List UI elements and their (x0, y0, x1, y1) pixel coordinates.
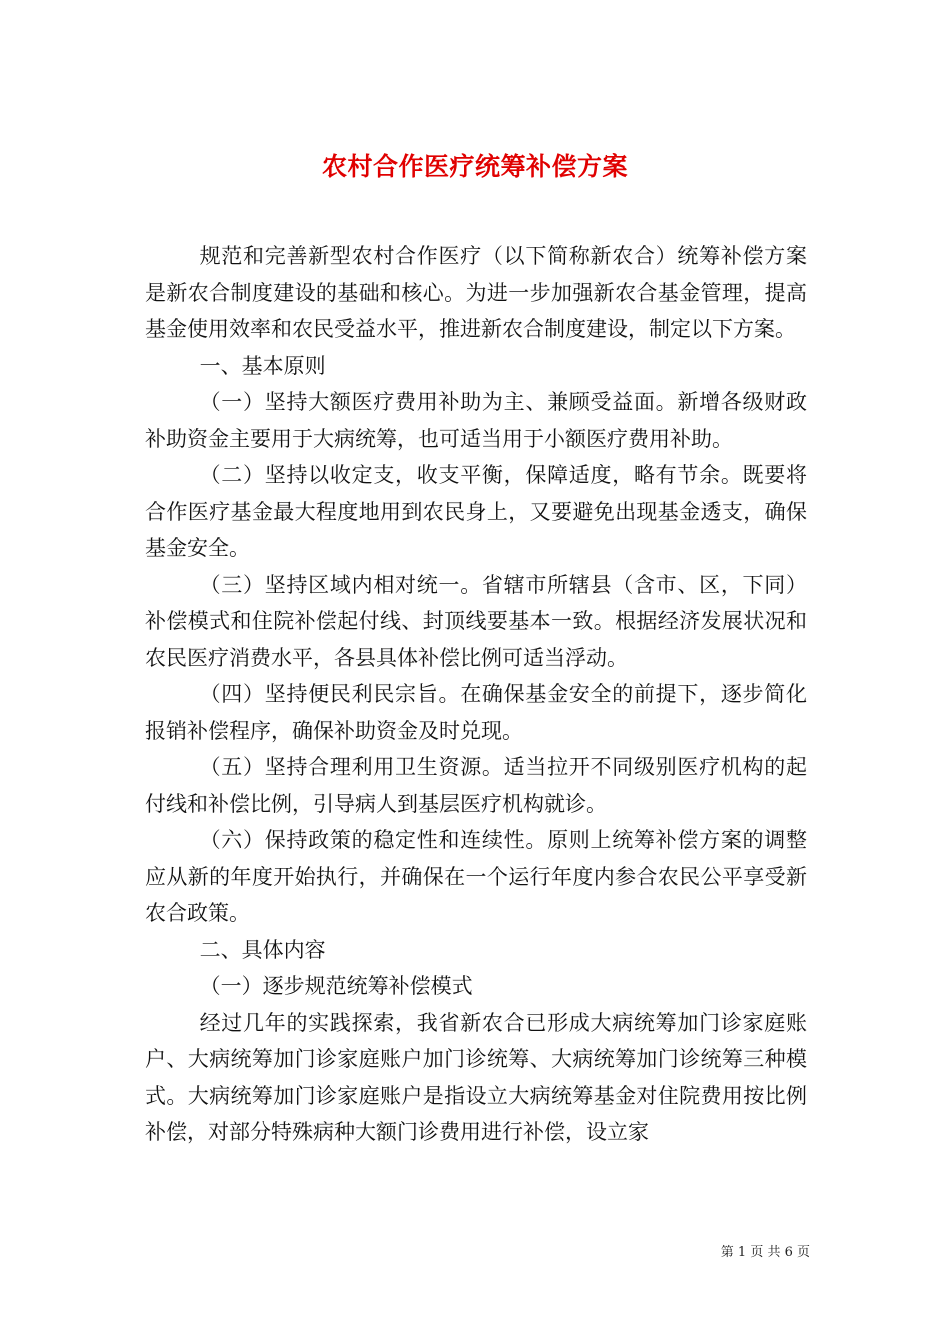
intro-paragraph: 规范和完善新型农村合作医疗（以下简称新农合）统筹补偿方案是新农合制度建设的基础和核心。为进一步加强新农合基金管理，提高基金使用效率和农民受益水平，推进新农合制度建设，制定以下方案。 (145, 244, 807, 341)
principle-paragraph-3: （三）坚持区域内相对统一。省辖市所辖县（含市、区，下同）补偿模式和住院补偿起付线、封顶线要基本一致。根据经济发展状况和农民医疗消费水平，各县具体补偿比例可适当浮动。 (145, 572, 807, 670)
principle-paragraph-1: （一）坚持大额医疗费用补助为主、兼顾受益面。新增各级财政补助资金主要用于大病统筹，也可适当用于小额医疗费用补助。 (145, 390, 807, 451)
principle-paragraph-5: （五）坚持合理利用卫生资源。适当拉开不同级别医疗机构的起付线和补偿比例，引导病人到基层医疗机构就诊。 (145, 755, 807, 816)
document-body (145, 238, 807, 1151)
page-title: 农村合作医疗统筹补偿方案 (321, 151, 628, 181)
body-paragraph-compensation-mode: 经过几年的实践探索，我省新农合已形成大病统筹加门诊家庭账户、大病统筹加门诊家庭账户加门诊统筹、大病统筹加门诊统筹三种模式。大病统筹加门诊家庭账户是指设立大病统筹基金对住院费用按比例补偿，对部分特殊病种大额门诊费用进行补偿，设立家 (145, 1010, 807, 1144)
section-heading-basic-principles: 一、基本原则 (199, 353, 326, 378)
principle-paragraph-2: （二）坚持以收定支，收支平衡，保障适度，略有节余。既要将合作医疗基金最大程度地用到农民身上，又要避免出现基金透支，确保基金安全。 (145, 463, 807, 560)
page-number-footer: 第 1 页 共 6 页 (720, 1245, 810, 1260)
principle-paragraph-4: （四）坚持便民利民宗旨。在确保基金安全的前提下，逐步简化报销补偿程序，确保补助资金及时兑现。 (145, 682, 807, 743)
subsection-heading-compensation-mode: （一）逐步规范统筹补偿模式 (199, 974, 473, 998)
principle-paragraph-6: （六）保持政策的稳定性和连续性。原则上统筹补偿方案的调整应从新的年度开始执行，并确保在一个运行年度内参合农民公平享受新农合政策。 (145, 828, 807, 925)
section-heading-specific-content: 二、具体内容 (199, 937, 326, 962)
